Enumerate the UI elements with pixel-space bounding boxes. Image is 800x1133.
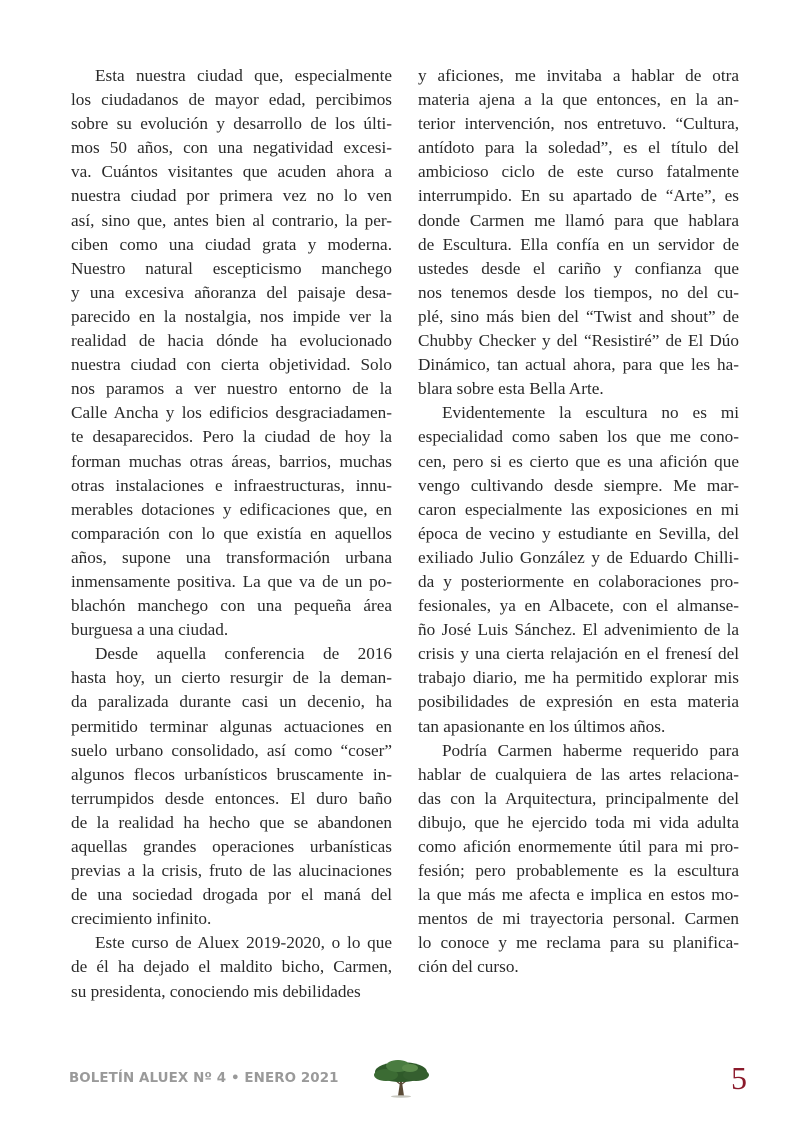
page-number: 5	[731, 1060, 747, 1096]
text-line: algunos flecos urbanísticos bruscamente in-	[71, 764, 392, 784]
text-line: hasta hoy, un cierto resurgir de la deman-	[71, 668, 392, 688]
text-line: hablar de cualquiera de las artes relaciona-	[418, 764, 739, 784]
tree-foliage	[402, 1064, 418, 1072]
paragraph	[418, 64, 739, 401]
text-line: y una excesiva añoranza del paisaje desa-	[71, 282, 392, 302]
text-line: su presidenta, conociendo mis debilidades	[71, 981, 361, 1001]
text-line: ciben como una ciudad grata y moderna.	[71, 234, 392, 254]
text-line: vengo cultivando desde siempre. Me mar-	[418, 475, 739, 495]
text-line: y aficiones, me invitaba a hablar de otra	[418, 66, 739, 85]
text-line: fesión; pero probablemente es la escultura	[418, 861, 739, 881]
text-line: nos tenemos desde los tiempos, no del cu-	[418, 282, 739, 302]
text-line: exiliado Julio González y de Eduardo Chilli-	[418, 547, 739, 567]
paragraph	[71, 64, 392, 642]
text-line: suelo urbano consolidado, así como “coser”	[71, 740, 392, 760]
text-line: terrumpidos desde entonces. El duro baño	[71, 788, 392, 808]
text-line: inmensamente positiva. La que va de un po-	[71, 571, 392, 591]
text-line: terior intervención, nos entretuvo. “Cultura,	[418, 114, 739, 134]
text-line: merables dotaciones y edificaciones que, en	[71, 499, 392, 519]
text-line: de él ha dejado el maldito bicho, Carmen,	[71, 957, 392, 977]
text-line: dibujo, que he ejercido toda mi vida adulta	[418, 812, 739, 832]
text-line: das con la Arquitectura, principalmente del	[418, 788, 739, 808]
text-line: trabajo diario, me ha permitido explorar mis	[418, 668, 739, 688]
publication-footer: BOLETÍN ALUEX Nº 4 • ENERO 2021	[69, 1071, 339, 1086]
text-line: ción del curso.	[418, 957, 519, 977]
text-line: la que más me afecta e implica en estos mo-	[418, 885, 739, 905]
text-line: blara sobre esta Bella Arte.	[418, 379, 604, 399]
paragraph	[71, 642, 392, 931]
text-line: te desaparecidos. Pero la ciudad de hoy la	[71, 427, 392, 447]
paragraph	[418, 739, 739, 980]
text-line: como afición enormemente útil para mi pro-	[418, 837, 739, 856]
text-line: así, sino que, antes bien al contrario, la per-	[71, 210, 392, 230]
text-line: Este curso de Aluex 2019-2020, o lo que	[95, 933, 392, 953]
text-line: ambicioso ciclo de este curso fatalmente	[418, 162, 739, 182]
tree-trunk	[398, 1082, 404, 1096]
text-line: de una sociedad drogada por el maná del	[71, 885, 392, 905]
text-line: sobre su evolución y desarrollo de los últi-	[71, 114, 392, 134]
text-line: caron especialmente las exposiciones en mi	[418, 499, 739, 519]
text-line: crisis y una cierta relajación en el frenesí del	[418, 644, 739, 664]
text-line: parecido en la nostalgia, nos impide ver la	[71, 306, 392, 326]
text-line: mos 50 años, con una negatividad excesi-	[71, 138, 392, 158]
text-line: ño José Luis Sánchez. El advenimiento de la	[418, 620, 739, 640]
article-column-left	[71, 64, 392, 1004]
text-line: Podría Carmen haberme requerido para	[442, 740, 739, 760]
text-line: de la realidad ha hecho que se abandonen	[71, 812, 392, 832]
text-line: de Escultura. Ella confía en un servidor de	[418, 234, 739, 254]
text-line: blachón manchego con una pequeña área	[71, 596, 392, 616]
text-line: va. Cuántos visitantes que acuden ahora a	[71, 162, 392, 182]
text-line: antídoto para la soledad”, es el título del	[418, 138, 739, 158]
text-line: comparación con lo que existía en aquellos	[71, 523, 392, 543]
text-line: cen, pero si es cierto que es una afición que	[418, 451, 739, 471]
text-line: nuestra ciudad con cierta objetividad. Solo	[71, 355, 392, 375]
text-line: da paralizada durante casi un decenio, ha	[71, 692, 392, 712]
text-line: posibilidades de expresión en esta materia	[418, 692, 739, 712]
text-line: Evidentemente la escultura no es mi	[442, 403, 739, 423]
text-line: previas a la crisis, fruto de las alucinaciones	[71, 861, 392, 881]
text-line: donde Carmen me llamó para que hablara	[418, 210, 739, 230]
text-line: especialidad como saben los que me cono-	[418, 427, 739, 447]
text-line: forman muchas otras áreas, barrios, muchas	[71, 451, 392, 471]
article-column-right	[418, 64, 739, 980]
text-line: realidad de hacia dónde ha evolucionado	[71, 331, 392, 351]
text-line: Chubby Checker y del “Resistiré” de El Dúo	[418, 331, 739, 351]
tree-shadow	[391, 1095, 411, 1097]
text-line: Esta nuestra ciudad que, especialmente	[95, 66, 392, 85]
text-line: Desde aquella conferencia de 2016	[95, 644, 392, 664]
text-line: época de vecino y estudiante en Sevilla, del	[418, 523, 739, 543]
text-line: años, supone una transformación urbana	[71, 547, 392, 567]
text-line: otras instalaciones e infraestructuras, innu-	[71, 475, 392, 495]
text-line: Nuestro natural escepticismo manchego	[71, 258, 392, 278]
text-line: materia ajena a la que entonces, en la an-	[418, 90, 739, 110]
text-line: ustedes desde el cariño y confianza que	[418, 258, 739, 278]
text-line: nuestra ciudad por primera vez no lo ven	[71, 186, 392, 206]
text-line: fesionales, ya en Albacete, con el almanse-	[418, 596, 739, 616]
text-line: aquellas grandes operaciones urbanísticas	[71, 837, 392, 856]
text-line: nos paramos a ver nuestro entorno de la	[71, 379, 392, 399]
text-line: Dinámico, tan actual ahora, para que les ha-	[418, 355, 739, 375]
text-line: los ciudadanos de mayor edad, percibimos	[71, 90, 392, 110]
text-line: plé, sino más bien del “Twist and shout” de	[418, 306, 739, 326]
text-line: crecimiento infinito.	[71, 909, 212, 929]
text-line: da y posteriormente en colaboraciones pro-	[418, 571, 739, 591]
text-line: burguesa a una ciudad.	[71, 620, 229, 640]
text-line: permitido terminar algunas actuaciones en	[71, 716, 392, 736]
text-line: lo conoce y me reclama para su planifica-	[418, 933, 739, 953]
paragraph	[71, 931, 392, 1003]
paragraph	[418, 401, 739, 738]
text-line: Calle Ancha y los edificios desgraciadamen-	[71, 403, 392, 423]
text-line: interrumpido. En su apartado de “Arte”, es	[418, 186, 739, 206]
text-line: tan apasionante en los últimos años.	[418, 716, 666, 736]
tree-icon	[368, 1058, 434, 1098]
text-line: mentos de mi trayectoria personal. Carmen	[418, 909, 739, 929]
